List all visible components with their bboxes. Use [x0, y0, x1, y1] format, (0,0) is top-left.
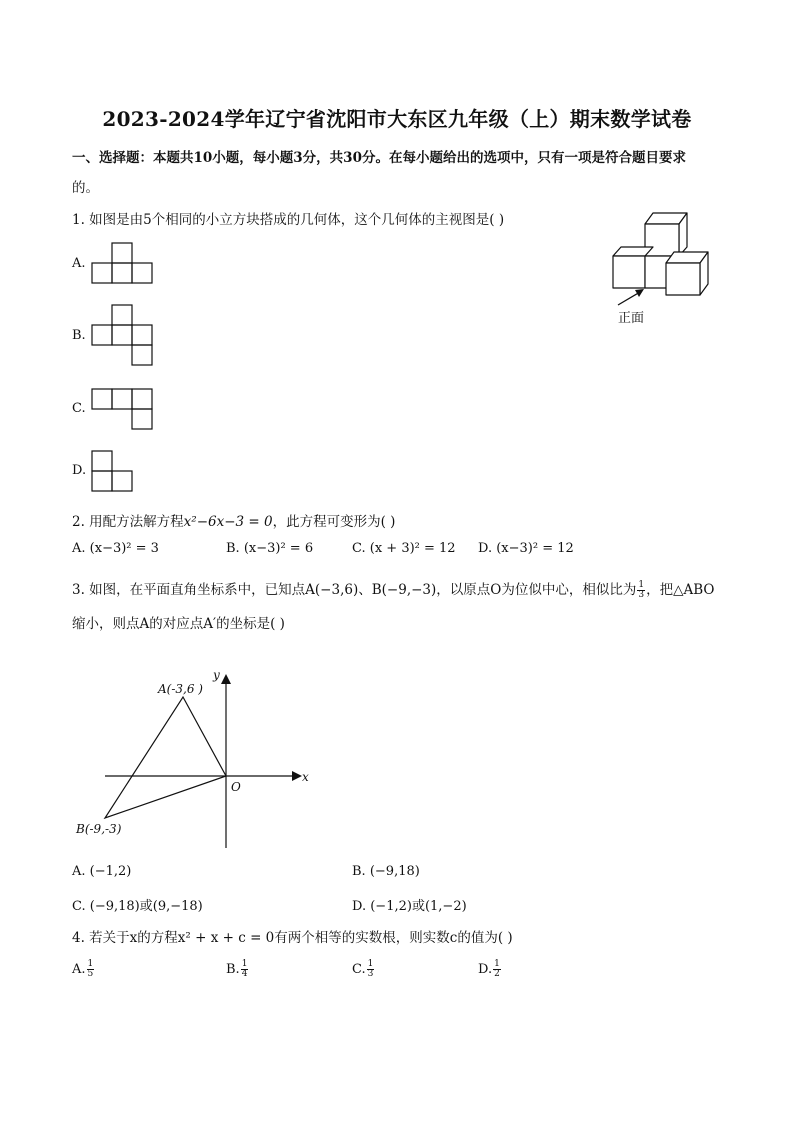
y-axis-label: y [213, 668, 220, 682]
origin-label: O [231, 780, 241, 794]
q4-option-a: A. $\frac{1}{5}$ [72, 959, 94, 979]
question-1-stem: 1. 如图是由5个相同的小立方块搭成的几何体，这个几何体的主视图是( ) [72, 212, 505, 228]
q2-option-c: C. (x + 3)² = 12 [352, 541, 456, 556]
q3-option-b: B. (−9,18) [352, 864, 420, 879]
q2-stem-prefix: 2. 用配方法解方程 [72, 514, 184, 530]
point-a-label: A(-3,6 ) [158, 682, 203, 696]
section-heading-line2: 的。 [72, 180, 99, 196]
q1-option-c-label: C. [72, 401, 86, 416]
q4-option-b: B. $\frac{1}{4}$ [226, 959, 248, 979]
front-view-label: 正面 [618, 311, 645, 326]
q1-option-c-figure [91, 388, 155, 430]
q1-option-b-figure [91, 304, 155, 366]
q4-option-d: D. $\frac{1}{2}$ [478, 959, 500, 979]
q3-option-a: A. (−1,2) [72, 864, 132, 879]
x-axis-label: x [302, 770, 309, 784]
front-arrow-head [635, 289, 644, 297]
point-b-label: B(-9,-3) [76, 822, 122, 836]
q1-option-a-label: A. [72, 256, 86, 271]
q3-stem-part1: 3. 如图，在平面直角坐标系中，已知点A(−3,6)、B(−9,−3)，以原点O为位似中心，相似比为 [72, 582, 637, 598]
q1-option-a-figure [91, 242, 155, 284]
q2-stem-suffix: ，此方程可变形为( ) [272, 514, 396, 530]
q1-option-b-label: B. [72, 328, 86, 343]
section-heading-line1: 一、选择题：本题共10小题，每小题3分，共30分。在每小题给出的选项中，只有一项是符合题目要求 [72, 150, 686, 166]
q3-stem-part2: ，把△ABO [646, 582, 715, 598]
y-axis-arrow [221, 674, 231, 684]
q3-option-d: D. (−1,2)或(1,−2) [352, 899, 467, 914]
front-arrow [618, 292, 640, 305]
question-3-stem-line2: 缩小，则点A的对应点A′的坐标是( ) [72, 616, 285, 632]
question-4-stem: 4. 若关于x的方程x² + x + c = 0有两个相等的实数根，则实数c的值为( ) [72, 930, 513, 946]
triangle-abo [105, 697, 226, 818]
q2-option-b: B. (x−3)² = 6 [226, 541, 314, 556]
q2-equation: x²−6x−3 = 0 [183, 514, 273, 530]
q3-ratio-fraction: $\frac{1}{3}$ [638, 580, 645, 600]
question-2-stem [72, 510, 395, 530]
question-3-stem-line1 [72, 578, 714, 600]
q3-option-c: C. (−9,18)或(9,−18) [72, 899, 203, 914]
q1-option-d-figure [91, 450, 135, 492]
x-axis-arrow [292, 771, 302, 781]
q4-option-c: C. $\frac{1}{3}$ [352, 959, 374, 979]
q1-option-d-label: D. [72, 463, 87, 478]
page-title: 2023-2024学年辽宁省沈阳市大东区九年级（上）期末数学试卷 [102, 107, 692, 131]
q2-option-a: A. (x−3)² = 3 [72, 541, 159, 556]
q2-option-d: D. (x−3)² = 12 [478, 541, 574, 556]
